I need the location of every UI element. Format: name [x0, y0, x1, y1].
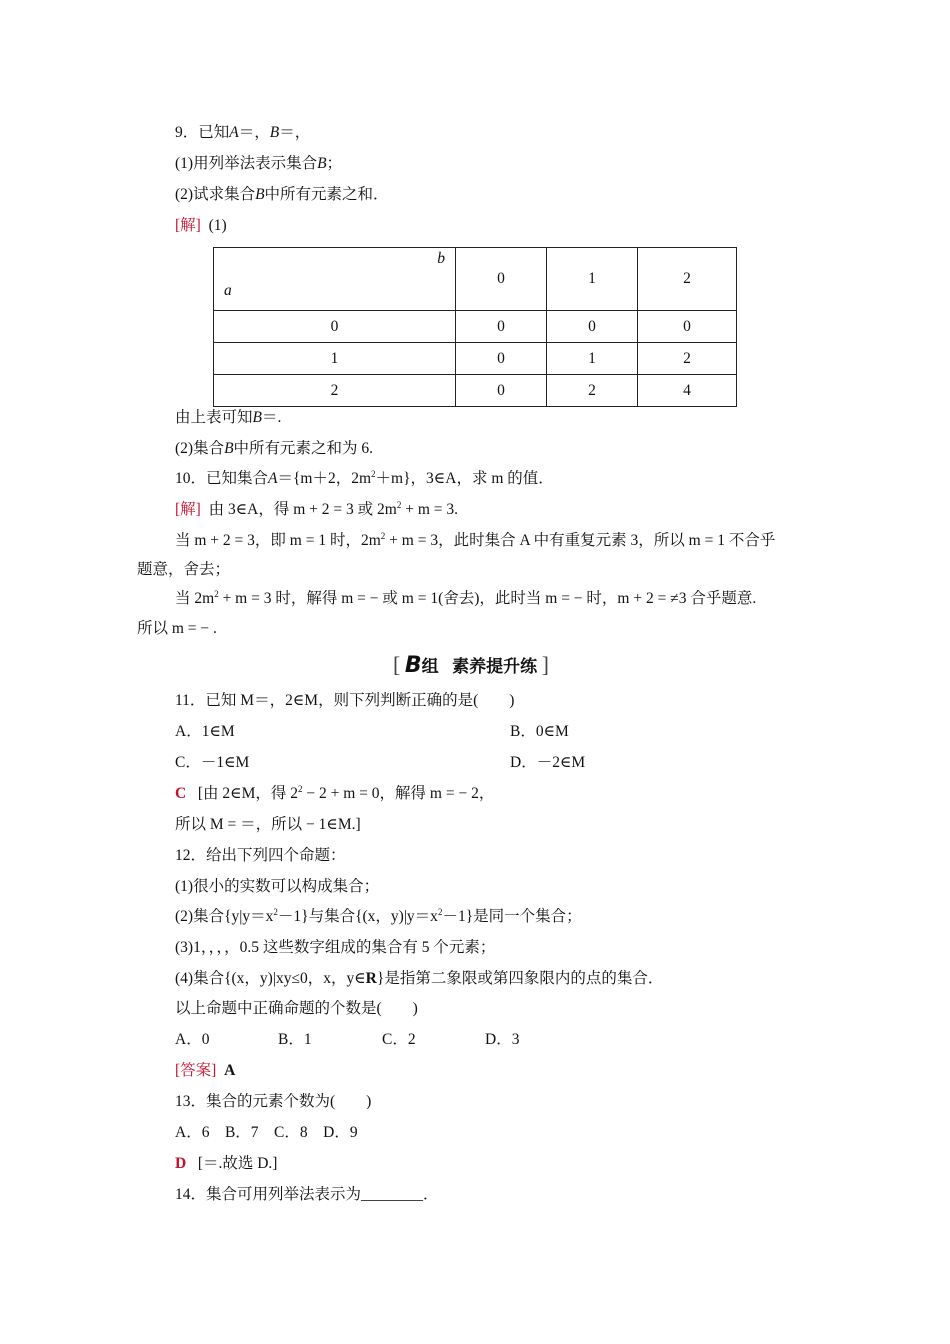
q14-stem: 14．集合可用列举法表示为________． [175, 1186, 439, 1203]
q12-option-c: C．2 [382, 1031, 416, 1048]
q11-stem: 11．已知 M＝，2∈M，则下列判断正确的是( ) [175, 692, 515, 709]
q9-conclusion: 由上表可知B＝. [175, 409, 282, 426]
q13-stem: 13．集合的元素个数为( ) [175, 1093, 372, 1110]
q12-option-a: A．0 [175, 1031, 210, 1048]
table-cell: 0 [456, 311, 547, 343]
q10-case2: 当 $2m^2 + m = 3$ 时，解得 m = − 或 m = 1(舍去)，此时当 m = − 时，m + 2 = ≠3 合乎题意. [175, 589, 757, 607]
q9-part1: (1)用列举法表示集合B； [175, 155, 343, 172]
table-cell: 2 [547, 375, 638, 407]
q13-options: A．6 B．7 C．8 D．9 [175, 1124, 358, 1141]
answer-letter: C [175, 785, 187, 802]
q12-stem: 12．给出下列四个命题： [175, 847, 346, 864]
table-row [214, 311, 737, 343]
table-row [214, 375, 737, 407]
banner-right-bracket: ] [541, 652, 549, 677]
q9-value-table [213, 247, 737, 407]
q11-option-c: C．－1∈M [175, 754, 250, 771]
banner-title: 素养提升练 [452, 657, 538, 677]
q12-option-d: D．3 [485, 1031, 520, 1048]
q12-prop1: (1)很小的实数可以构成集合； [175, 878, 380, 895]
table-cell: 4 [638, 375, 737, 407]
section-banner [393, 652, 549, 678]
q10-case1: 当 m + 2 = 3，即 m = 1 时，$2m^2 + m = 3$，此时集合 A 中有重复元素 3，所以 m = 1 不合乎 [175, 531, 776, 549]
solution-tag: [解] [175, 501, 201, 518]
q12-option-b: B．1 [278, 1031, 312, 1048]
table-corner-cell [214, 248, 456, 311]
table-cell: 0 [456, 375, 547, 407]
table-col-header: 0 [456, 248, 547, 311]
q10-stem: 10．已知集合A＝{m＋2，$2m^2+m$}，3∈A，求 m 的值． [175, 469, 554, 487]
solution-tag: [解] [175, 217, 201, 234]
q10-case1-cont: 题意，舍去； [137, 561, 231, 578]
answer-tag: [答案] [175, 1062, 217, 1079]
q11-solution: C [由 2∈M，得 $2^2 - 2 + m = 0$，解得 m = − 2， [175, 784, 495, 802]
table-row-header: 0 [214, 311, 456, 343]
answer-letter: D [175, 1155, 187, 1172]
table-col-header: 1 [547, 248, 638, 311]
q12-prop2: (2)集合$\{y|y=x^2-1\}$与集合{(x，$y)|y=x^2-1$}是同一个集合； [175, 907, 582, 925]
q11-option-d: D．－2∈M [510, 754, 586, 771]
q9-part2-answer: (2)集合B中所有元素之和为 6. [175, 440, 374, 457]
table-header-a: a [224, 282, 232, 299]
q13-solution: D [＝.故选 D.] [175, 1155, 278, 1172]
q9-stem: 9．已知A＝，B＝， [175, 124, 311, 141]
table-cell: 1 [547, 343, 638, 375]
q9-part2: (2)试求集合B中所有元素之和． [175, 186, 389, 203]
table-row [214, 343, 737, 375]
table-header-row [214, 248, 737, 311]
q10-final: 所以 m = − . [137, 620, 217, 637]
q11-option-b: B．0∈M [510, 723, 569, 740]
table-cell: 0 [638, 311, 737, 343]
q12-prop3: (3)1，，，，0.5 这些数字组成的集合有 5 个元素； [175, 939, 496, 956]
q12-question: 以上命题中正确命题的个数是( ) [175, 1000, 418, 1017]
table-cell: 2 [638, 343, 737, 375]
q11-option-a: A．1∈M [175, 723, 235, 740]
table-header-b: b [437, 250, 445, 267]
banner-group-word: 组 [421, 657, 439, 677]
q12-answer: [答案] A [175, 1062, 236, 1079]
q12-prop4: (4)集合{(x，y)|xy≤0，x，y∈R}是指第二象限或第四象限内的点的集合． [175, 970, 664, 987]
table-cell: 0 [456, 343, 547, 375]
q11-solution-cont: 所以 M = ＝，所以 − 1∈M.] [175, 816, 361, 833]
table-cell: 0 [547, 311, 638, 343]
q10-solution-line: [解] 由 3∈A，得 m + 2 = 3 或 $2m^2 + m = 3$. [175, 500, 459, 518]
banner-left-bracket: [ [393, 652, 401, 677]
table-row-header: 2 [214, 375, 456, 407]
table-row-header: 1 [214, 343, 456, 375]
q9-solution-label: [解] (1) [175, 217, 227, 234]
banner-group-letter: B [404, 653, 422, 678]
table-col-header: 2 [638, 248, 737, 311]
